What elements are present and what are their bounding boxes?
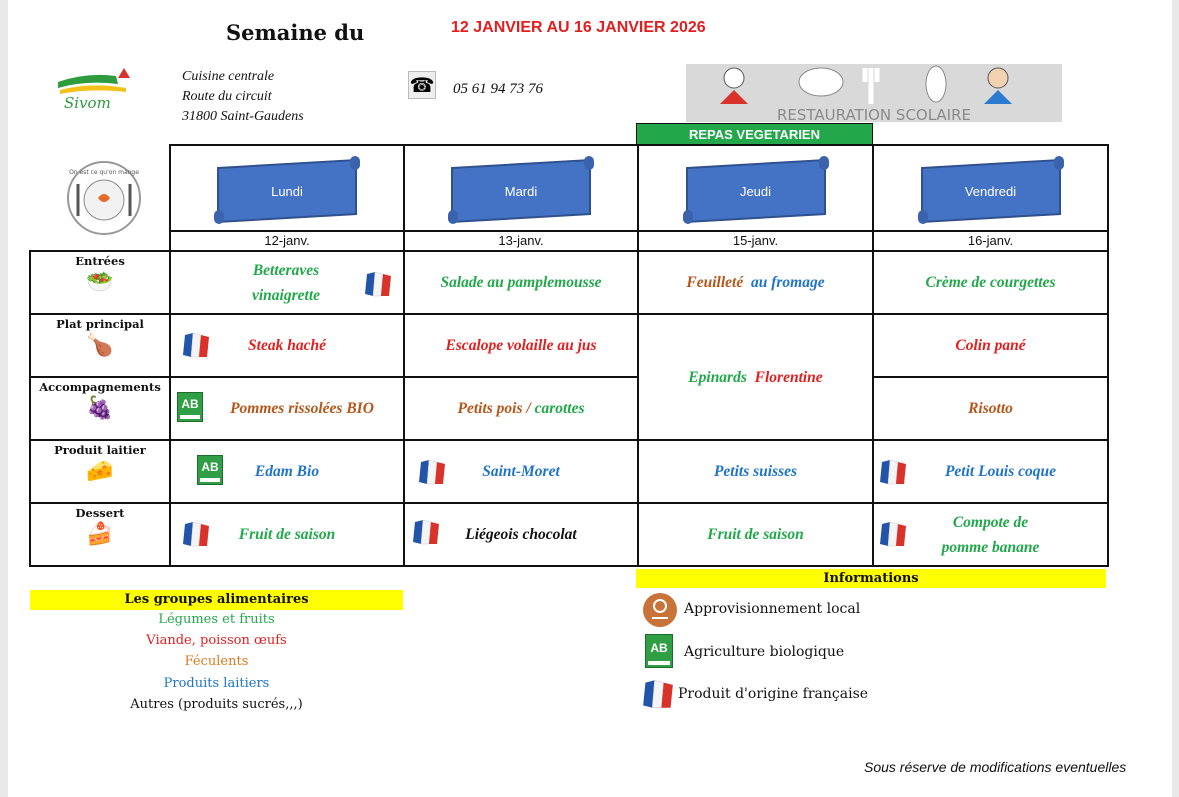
day-name: Jeudi — [739, 184, 772, 199]
svg-text:On est ce qu'on mange: On est ce qu'on mange — [69, 169, 139, 176]
dairy-icon: 🧀 — [86, 458, 114, 483]
menu-cell — [638, 440, 873, 503]
sivom-logo — [56, 64, 138, 114]
day-header-lundi — [170, 145, 404, 231]
row-label-entrees — [30, 251, 170, 314]
svg-text:RESTAURATION SCOLAIRE: RESTAURATION SCOLAIRE — [776, 106, 972, 122]
menu-cell — [404, 377, 638, 440]
menu-cell-merged — [638, 314, 873, 440]
row-label-dessert — [30, 503, 170, 566]
local-sourcing-icon — [642, 592, 678, 628]
dish-name: Saint-Moret — [482, 463, 560, 480]
menu-cell — [638, 251, 873, 314]
menu-cell — [873, 503, 1108, 566]
food-group-item: Viande, poisson œufs — [146, 633, 287, 648]
row-label-text: Plat principal — [56, 317, 144, 331]
day-date: 16-janv. — [873, 231, 1108, 251]
row-label-accompagnements — [30, 377, 170, 440]
organic-ab-icon: AB — [197, 455, 223, 485]
roast-chicken-icon: 🍗 — [86, 332, 114, 357]
menu-cell — [873, 314, 1108, 377]
dish-name: Steak haché — [248, 337, 326, 354]
dish-name: Betteraves — [252, 262, 320, 279]
day-header-vendredi — [873, 145, 1108, 231]
reserve-note: Sous réserve de modifications eventuelles — [864, 759, 1127, 775]
salad-icon: 🥗 — [86, 269, 114, 294]
day-header-mardi — [404, 145, 638, 231]
menu-cell — [873, 251, 1108, 314]
dish-name: Fruit de saison — [238, 526, 336, 543]
dish-name: Compote de — [952, 513, 1029, 531]
dish-name: Crème de courgettes — [925, 274, 1056, 291]
dish-name: Epinards — [688, 368, 747, 386]
svg-text:Sivom: Sivom — [64, 94, 111, 112]
dish-name: Fruit de saison — [707, 526, 804, 543]
cake-icon: 🍰 — [86, 521, 114, 546]
food-group-item: Produits laitiers — [163, 676, 270, 691]
menu-cell — [404, 314, 638, 377]
address-line: 31800 Saint-Gaudens — [182, 109, 304, 124]
weekly-menu-table — [29, 144, 1109, 567]
food-group-item: Féculents — [184, 654, 249, 669]
vegetarian-meal-header: REPAS VEGETARIEN — [636, 123, 873, 146]
french-origin-icon — [878, 458, 908, 486]
dish-name: Salade au pamplemousse — [440, 274, 602, 291]
dish-name: au fromage — [750, 274, 825, 291]
menu-page — [8, 0, 1172, 797]
french-origin-icon — [411, 518, 441, 546]
day-date: 12-janv. — [170, 231, 404, 251]
dish-name: Edam Bio — [254, 463, 320, 480]
menu-cell — [873, 377, 1108, 440]
dish-name: vinaigrette — [251, 287, 321, 304]
food-group-item: Autres (produits sucrés,,,) — [130, 697, 303, 712]
food-group-item: Légumes et fruits — [158, 612, 275, 627]
informations-title: Informations — [636, 569, 1106, 588]
week-label: Semaine du — [226, 20, 365, 45]
dish-name: Risotto — [968, 400, 1013, 417]
row-label-text: Accompagnements — [39, 380, 161, 394]
dish-name: Escalope volaille au jus — [445, 337, 597, 354]
dish-name: carottes — [534, 400, 585, 417]
french-origin-icon — [181, 331, 211, 359]
phone-number: 05 61 94 73 76 — [453, 81, 543, 97]
menu-cell — [170, 440, 404, 503]
french-origin-icon — [181, 520, 211, 548]
info-item-label: Agriculture biologique — [684, 644, 845, 660]
school-catering-banner — [686, 64, 1062, 122]
dish-name: Petits suisses — [713, 463, 798, 480]
dish-name: Colin pané — [955, 337, 1026, 354]
french-origin-icon — [878, 520, 908, 548]
day-header-jeudi — [638, 145, 873, 231]
day-name: Mardi — [504, 184, 538, 199]
dish-name: Florentine — [754, 368, 823, 386]
row-label-text: Dessert — [75, 506, 125, 520]
french-origin-icon — [417, 458, 447, 486]
menu-cell — [170, 503, 404, 566]
menu-cell — [404, 503, 638, 566]
day-date: 15-janv. — [638, 231, 873, 251]
dish-name: pomme banane — [941, 538, 1040, 556]
week-dates: 12 JANVIER AU 16 JANVIER 2026 — [451, 19, 706, 36]
row-label-text: Produit laitier — [54, 443, 146, 457]
address-line: Route du circuit — [182, 89, 272, 104]
address-block — [182, 67, 304, 127]
dish-name: Petit Louis coque — [944, 463, 1057, 480]
info-item-label: Produit d'origine française — [678, 686, 869, 702]
organic-ab-icon: AB — [177, 392, 203, 422]
day-name: Vendredi — [964, 184, 1017, 199]
food-groups-title: Les groupes alimentaires — [30, 590, 403, 610]
row-label-laitier — [30, 440, 170, 503]
dish-name: Petits pois / — [457, 400, 531, 417]
menu-cell — [638, 503, 873, 566]
row-label-text: Entrées — [75, 254, 125, 268]
day-name: Lundi — [271, 184, 303, 199]
day-date: 13-janv. — [404, 231, 638, 251]
info-item-label: Approvisionnement local — [684, 601, 861, 617]
menu-cell — [170, 251, 404, 314]
dish-name: Pommes rissolées BIO — [230, 400, 374, 417]
french-origin-icon — [363, 270, 393, 298]
menu-cell — [170, 377, 404, 440]
telephone-icon: ☎ — [409, 73, 435, 97]
french-origin-icon — [640, 678, 676, 710]
vegetables-icon: 🍇 — [86, 395, 114, 420]
organic-ab-icon: AB — [645, 634, 673, 668]
dish-name: Liégeois chocolat — [465, 526, 577, 543]
menu-cell — [404, 440, 638, 503]
menu-cell — [170, 314, 404, 377]
dish-name: Feuilleté — [686, 274, 744, 291]
menu-cell — [873, 440, 1108, 503]
address-line: Cuisine centrale — [182, 69, 275, 84]
row-label-plat — [30, 314, 170, 377]
menu-cell — [404, 251, 638, 314]
